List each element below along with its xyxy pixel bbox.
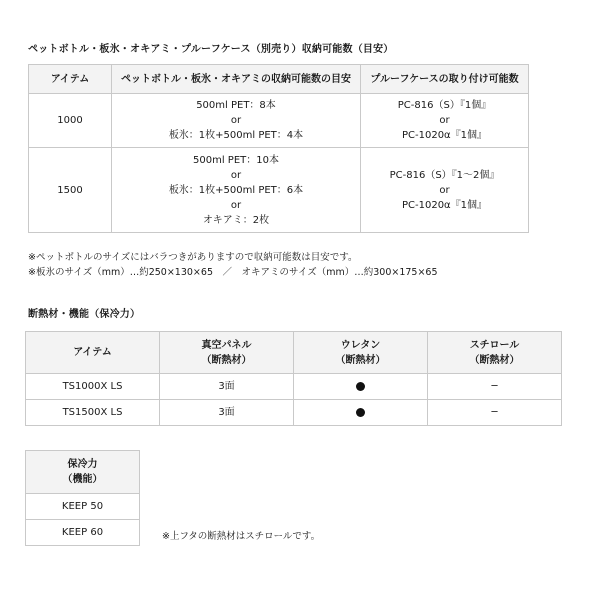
capacity-header-amount: ペットボトル・板氷・オキアミの収納可能数の目安	[112, 65, 361, 94]
capacity-note-pet: ※ペットボトルのサイズにはバラつきがありますので収納可能数は目安です。	[28, 252, 358, 263]
capacity-line: or	[230, 199, 242, 211]
proofcase-line: or	[439, 184, 450, 196]
cooling-power-header	[26, 451, 140, 494]
capacity-line: 板氷：1枚+500ml PET：4本	[168, 130, 304, 141]
lid-insulation-note: ※上フタの断熱材はスチロールです。	[162, 531, 321, 542]
capacity-line: or	[230, 169, 242, 181]
header-line: （断熱材）	[469, 354, 520, 366]
header-line: スチロール	[469, 339, 520, 351]
insulation-item-cell: TS1500X LS	[26, 400, 160, 426]
capacity-line: 500ml PET：8本	[196, 100, 276, 111]
insulation-item-cell: TS1000X LS	[26, 374, 160, 400]
styrofoam-cell: ─	[428, 374, 562, 400]
capacity-amount-cell	[112, 148, 361, 233]
header-line: （機能）	[62, 474, 103, 485]
proofcase-line: PC-1020α『1個』	[401, 130, 488, 141]
proofcase-line: PC-816（S）『1〜2個』	[389, 169, 500, 181]
vacuum-cell: 3面	[160, 374, 294, 400]
capacity-line: 板氷：1枚+500ml PET：6本	[168, 184, 304, 196]
header-line: ウレタン	[340, 339, 381, 351]
header-line: アイテム	[73, 347, 112, 358]
cooling-power-table	[25, 450, 140, 546]
header-line: （断熱材）	[335, 354, 386, 366]
insulation-header-vacuum	[160, 332, 294, 374]
filled-circle-icon	[356, 408, 365, 417]
proofcase-cell	[361, 94, 529, 148]
header-line: 保冷力	[67, 459, 98, 470]
cooling-power-cell: KEEP 50	[26, 494, 140, 520]
insulation-table	[25, 331, 562, 426]
header-line: 真空パネル	[201, 339, 252, 351]
table-row	[26, 520, 140, 546]
table-row	[26, 494, 140, 520]
capacity-note-sizes: ※板氷のサイズ（mm）…約250×130×65 ／ オキアミのサイズ（mm）…約300×175×65	[28, 267, 438, 278]
proofcase-line: PC-1020α『1個』	[401, 199, 488, 211]
capacity-line: オキアミ：2枚	[202, 214, 270, 226]
capacity-line: 500ml PET：10本	[193, 154, 279, 166]
capacity-amount-cell	[112, 94, 361, 148]
vacuum-cell: 3面	[160, 400, 294, 426]
proofcase-line: or	[439, 115, 450, 126]
capacity-header-proofcase: プルーフケースの取り付け可能数	[361, 65, 529, 94]
insulation-header-styrofoam	[428, 332, 562, 374]
cooling-power-cell: KEEP 60	[26, 520, 140, 546]
capacity-item-cell: 1000	[29, 94, 112, 148]
table-row	[26, 374, 562, 400]
urethane-cell	[294, 374, 428, 400]
insulation-header-item	[26, 332, 160, 374]
header-line: （断熱材）	[201, 354, 252, 366]
table-row	[29, 148, 529, 233]
capacity-line: or	[230, 115, 242, 126]
insulation-header-urethane	[294, 332, 428, 374]
filled-circle-icon	[356, 382, 365, 391]
proofcase-line: PC-816（S）『1個』	[397, 100, 492, 111]
urethane-cell	[294, 400, 428, 426]
capacity-section-heading: ペットボトル・板氷・オキアミ・プルーフケース（別売り）収納可能数（目安）	[28, 44, 394, 55]
table-row	[26, 400, 562, 426]
capacity-item-cell: 1500	[29, 148, 112, 233]
styrofoam-cell: ─	[428, 400, 562, 426]
table-row	[29, 94, 529, 148]
capacity-header-item: アイテム	[29, 65, 112, 94]
capacity-table	[28, 64, 529, 233]
insulation-section-heading: 断熱材・機能（保冷力）	[28, 309, 141, 320]
proofcase-cell	[361, 148, 529, 233]
